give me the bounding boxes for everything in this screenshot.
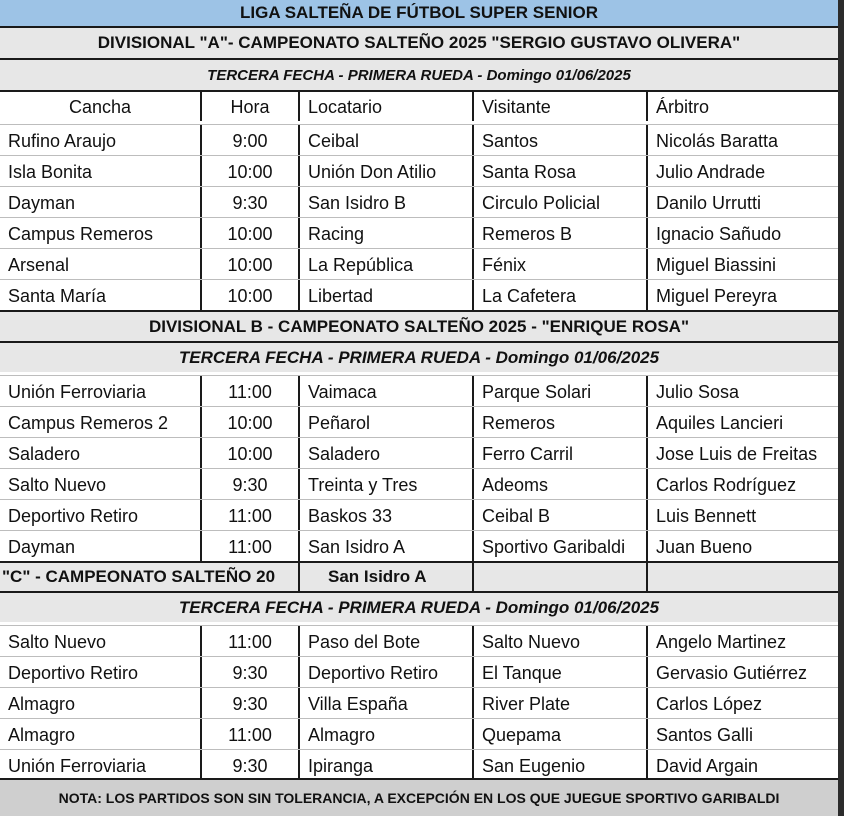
table-row <box>0 468 838 499</box>
cell-visitante: Santos <box>474 125 648 155</box>
division-c-title-extra: San Isidro A <box>300 563 474 591</box>
cell-visitante: La Cafetera <box>474 280 648 310</box>
table-row <box>0 625 838 656</box>
cell-locatario: La República <box>300 249 474 279</box>
cell-cancha: Almagro <box>0 719 202 749</box>
cell-arbitro: Juan Bueno <box>656 537 753 557</box>
cell-hora: 9:30 <box>202 187 300 217</box>
table-row <box>0 718 838 749</box>
cell-locatario: Peñarol <box>300 407 474 437</box>
cell-arbitro: Jose Luis de Freitas <box>656 444 818 464</box>
column-header-arbitro: Árbitro <box>656 97 710 117</box>
cell-cancha: Almagro <box>0 688 202 718</box>
division-c-fecha: TERCERA FECHA - PRIMERA RUEDA - Domingo 01/06/2025 <box>0 591 838 622</box>
cell-arbitro: Julio Andrade <box>656 162 766 182</box>
cell-locatario: Racing <box>300 218 474 248</box>
table-row <box>0 749 838 780</box>
cell-hora: 11:00 <box>202 376 300 406</box>
table-row <box>0 656 838 687</box>
cell-arbitro: Luis Bennett <box>656 506 757 526</box>
cell-hora: 9:00 <box>202 125 300 155</box>
cell-hora: 11:00 <box>202 719 300 749</box>
cell-locatario: Deportivo Retiro <box>300 657 474 687</box>
cell-hora: 11:00 <box>202 531 300 561</box>
cell-locatario: Libertad <box>300 280 474 310</box>
cell-visitante: San Eugenio <box>474 750 648 780</box>
cell-visitante: Fénix <box>474 249 648 279</box>
cell-visitante: Quepama <box>474 719 648 749</box>
table-row <box>0 155 838 186</box>
column-header-cancha: Cancha <box>0 92 202 121</box>
cell-arbitro: Miguel Pereyra <box>656 286 778 306</box>
cell-locatario: Paso del Bote <box>300 626 474 656</box>
cell-arbitro: Danilo Urrutti <box>656 193 762 213</box>
cell-visitante: Parque Solari <box>474 376 648 406</box>
cell-arbitro: Gervasio Gutiérrez <box>656 663 808 683</box>
cell-cancha: Isla Bonita <box>0 156 202 186</box>
table-row <box>0 375 838 406</box>
cell-cancha: Saladero <box>0 438 202 468</box>
cell-cancha: Salto Nuevo <box>0 469 202 499</box>
cell-cancha: Campus Remeros 2 <box>0 407 202 437</box>
cell-visitante: Remeros <box>474 407 648 437</box>
cell-hora: 10:00 <box>202 407 300 437</box>
cell-hora: 9:30 <box>202 750 300 780</box>
cell-arbitro: Miguel Biassini <box>656 255 777 275</box>
league-title: LIGA SALTEÑA DE FÚTBOL SUPER SENIOR <box>0 0 838 26</box>
cell-visitante: Remeros B <box>474 218 648 248</box>
cell-hora: 10:00 <box>202 249 300 279</box>
table-row <box>0 499 838 530</box>
cell-cancha: Arsenal <box>0 249 202 279</box>
division-c-title: "C" - CAMPEONATO SALTEÑO 20 <box>0 563 300 591</box>
cell-locatario: Almagro <box>300 719 474 749</box>
cell-locatario: Saladero <box>300 438 474 468</box>
cell-locatario: Baskos 33 <box>300 500 474 530</box>
cell-visitante: Ferro Carril <box>474 438 648 468</box>
cell-arbitro: Nicolás Baratta <box>656 131 779 151</box>
cell-cancha: Salto Nuevo <box>0 626 202 656</box>
column-header-visitante: Visitante <box>474 92 648 121</box>
cell-hora: 10:00 <box>202 156 300 186</box>
cell-cancha: Santa María <box>0 280 202 310</box>
table-row <box>0 437 838 468</box>
cell-hora: 9:30 <box>202 469 300 499</box>
cell-hora: 10:00 <box>202 218 300 248</box>
table-row <box>0 217 838 248</box>
cell-visitante: Santa Rosa <box>474 156 648 186</box>
table-row <box>0 279 838 310</box>
nota-footer: NOTA: LOS PARTIDOS SON SIN TOLERANCIA, A EXCEPCIÓN EN LOS QUE JUEGUE SPORTIVO GARIBALDI <box>0 778 838 816</box>
table-row <box>0 186 838 217</box>
table-row <box>0 124 838 155</box>
cell-locatario: Vaimaca <box>300 376 474 406</box>
cell-arbitro: Ignacio Sañudo <box>656 224 782 244</box>
cell-visitante: El Tanque <box>474 657 648 687</box>
cell-arbitro: Angelo Martinez <box>656 632 787 652</box>
cell-cancha: Rufino Araujo <box>0 125 202 155</box>
cell-arbitro: Julio Sosa <box>656 382 740 402</box>
cell-locatario: Unión Don Atilio <box>300 156 474 186</box>
cell-cancha: Campus Remeros <box>0 218 202 248</box>
column-header-hora: Hora <box>202 92 300 121</box>
cell-arbitro: Aquiles Lancieri <box>656 413 784 433</box>
cell-hora: 11:00 <box>202 626 300 656</box>
cell-cancha: Deportivo Retiro <box>0 500 202 530</box>
cell-visitante: Circulo Policial <box>474 187 648 217</box>
table-row <box>0 687 838 718</box>
cell-hora: 10:00 <box>202 280 300 310</box>
division-a-title: DIVISIONAL "A"- CAMPEONATO SALTEÑO 2025 "SERGIO GUSTAVO OLIVERA" <box>0 26 838 58</box>
cell-locatario: Villa España <box>300 688 474 718</box>
cell-visitante: River Plate <box>474 688 648 718</box>
cell-locatario: San Isidro B <box>300 187 474 217</box>
table-row <box>0 406 838 437</box>
division-a-fecha: TERCERA FECHA - PRIMERA RUEDA - Domingo 01/06/2025 <box>0 58 838 90</box>
cell-arbitro: David Argain <box>656 756 759 776</box>
cell-cancha: Unión Ferroviaria <box>0 376 202 406</box>
column-header-locatario: Locatario <box>300 92 474 121</box>
division-b-title: DIVISIONAL B - CAMPEONATO SALTEÑO 2025 - "ENRIQUE ROSA" <box>0 310 838 341</box>
table-row <box>0 530 838 561</box>
cell-visitante: Ceibal B <box>474 500 648 530</box>
cell-hora: 11:00 <box>202 500 300 530</box>
cell-locatario: Treinta y Tres <box>300 469 474 499</box>
division-c-title-empty-2 <box>648 563 838 591</box>
cell-cancha: Dayman <box>0 531 202 561</box>
cell-hora: 9:30 <box>202 657 300 687</box>
cell-visitante: Adeoms <box>474 469 648 499</box>
cell-arbitro: Carlos Rodríguez <box>656 475 797 495</box>
cell-visitante: Salto Nuevo <box>474 626 648 656</box>
table-row <box>0 248 838 279</box>
division-c-title-empty <box>474 563 648 591</box>
cell-arbitro: Santos Galli <box>656 725 754 745</box>
column-header-row <box>0 90 838 121</box>
cell-locatario: Ipiranga <box>300 750 474 780</box>
cell-cancha: Unión Ferroviaria <box>0 750 202 780</box>
cell-cancha: Dayman <box>0 187 202 217</box>
division-c-title-row <box>0 561 838 591</box>
cell-hora: 9:30 <box>202 688 300 718</box>
cell-arbitro: Carlos López <box>656 694 763 714</box>
cell-locatario: San Isidro A <box>300 531 474 561</box>
cell-hora: 10:00 <box>202 438 300 468</box>
cell-locatario: Ceibal <box>300 125 474 155</box>
cell-visitante: Sportivo Garibaldi <box>474 531 648 561</box>
division-b-fecha: TERCERA FECHA - PRIMERA RUEDA - Domingo 01/06/2025 <box>0 341 838 372</box>
cell-cancha: Deportivo Retiro <box>0 657 202 687</box>
